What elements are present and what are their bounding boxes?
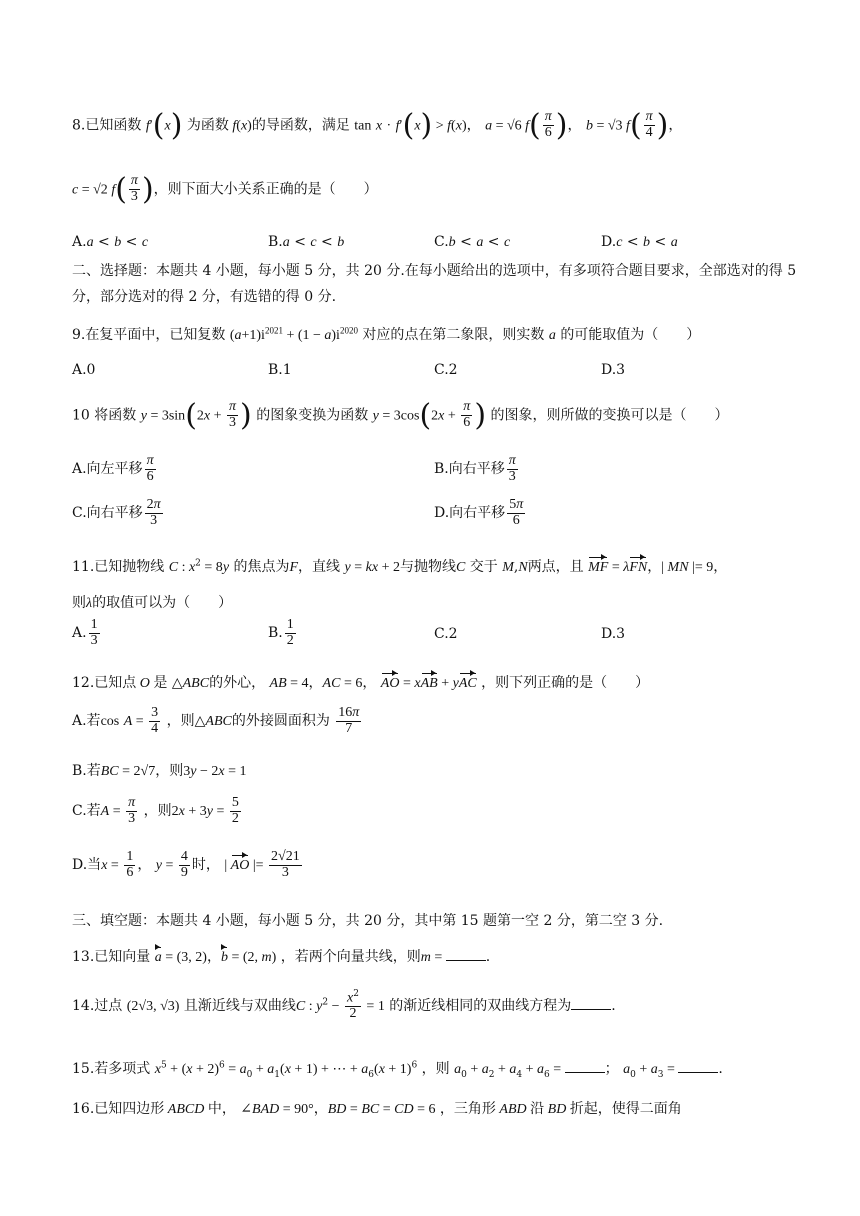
q14-answer-blank[interactable]: [571, 995, 611, 1010]
q10-option-b[interactable]: B.向右平移 $\frac{\pi}{3}$: [434, 453, 516, 484]
question-9: 9.在复平面中，已知复数 $(a+1)i^{2021} + (1 - a)i^{2020}$ 对应的点在第二象限，则实数 a 的可能取值为（ ）: [72, 325, 701, 343]
question-8: 8.已知函数 f′(x) 为函数 f(x)的导函数，满足 tan x · f′(x) > f(x)， a = √6 f( $\frac{\pi}{6}$ )， b = √3 f( $\frac{\pi}{4}$ )，: [72, 108, 683, 143]
q11-option-d[interactable]: D.3: [601, 626, 626, 642]
section-2-heading: 二、选择题：本题共 4 小题，每小题 5 分，共 20 分.在每小题给出的选项中，有多项符合题目要求，全部选对的得 5 分，部分选对的得 2 分，有选错的得 0 分.: [72, 263, 797, 305]
question-8-line2: c = √2 f( $\frac{\pi}{3}$ )，则下面大小关系正确的是（ ）: [72, 172, 378, 207]
q10-option-c[interactable]: C.向右平移 $\frac{2\pi}{3}$: [72, 497, 161, 528]
q15-answer-blank-1[interactable]: [565, 1058, 605, 1073]
q9-option-b[interactable]: B.1: [268, 362, 292, 378]
q8-option-c[interactable]: C.b < a < c: [434, 234, 511, 250]
q12-option-c[interactable]: C.若A = $\frac{\pi}{3}$ ，则2x + 3y = $\frac{5}{2}$: [72, 795, 239, 826]
q8-option-a[interactable]: A.a < b < c: [72, 234, 149, 250]
question-12: 12.已知点 O 是 △ABC的外心， AB = 4，AC = 6， AO = xAB + yAC ，则下列正确的是（ ）: [72, 675, 650, 691]
q13-answer-blank[interactable]: [446, 946, 486, 961]
question-13: 13.已知向量 a = (3, 2)，b = (2, m) ，若两个向量共线，则m = .: [72, 946, 800, 966]
q11-option-a[interactable]: A. $\frac{1}{3}$: [72, 617, 98, 648]
q9-option-c[interactable]: C.2: [434, 362, 458, 378]
q12-option-a[interactable]: A.若cos A = $\frac{3}{4}$ ，则△ABC的外接圆面积为 $\frac{16\pi}{7}$: [72, 705, 360, 736]
q11-option-c[interactable]: C.2: [434, 626, 458, 642]
q11-option-b[interactable]: B. $\frac{1}{2}$: [268, 617, 294, 648]
question-15: 15.若多项式 $x^5 + (x + 2)^6 = a_0 + a_1(x + 1)$ + ⋯ + $a_6(x + 1)^6$ ，则 $a_0 + a_2 + a_4 + a_6$ = ； $a_0 + a_3$ = .: [72, 1058, 800, 1080]
question-11-line2: 则λ的取值可以为（ ）: [72, 595, 233, 611]
question-11: 11.已知抛物线 C : $x^2 = 8y$ 的焦点为F，直线 y = kx + 2与抛物线C 交于 M,N两点，且 MF = λFN，| MN |= 9，: [72, 558, 728, 575]
q9-option-a[interactable]: A.0: [72, 362, 96, 378]
q12-option-d[interactable]: D.当x = $\frac{1}{6}$ ， y = $\frac{4}{9}$ 时， | AO |= $\frac{2√21}{3}$: [72, 849, 300, 880]
q9-option-d[interactable]: D.3: [601, 362, 626, 378]
section-3-heading: 三、填空题：本题共 4 小题，每小题 5 分，共 20 分，其中第 15 题第一空 2 分，第二空 3 分.: [72, 913, 664, 929]
question-10: 10 将函数 y = 3sin(2x + $\frac{\pi}{3}$ ) 的图象变换为函数 y = 3cos(2x + $\frac{\pi}{6}$ ) 的图象，则所做的变换可以是（ ）: [72, 398, 729, 433]
q8-option-d[interactable]: D.c < b < a: [601, 234, 678, 250]
q8-option-b[interactable]: B.a < c < b: [268, 234, 345, 250]
q10-option-d[interactable]: D.向右平移 $\frac{5\pi}{6}$: [434, 497, 524, 528]
q10-option-a[interactable]: A.向左平移 $\frac{\pi}{6}$: [72, 453, 154, 484]
question-14: 14.过点 (2√3, √3) 且渐近线与双曲线C : $y^2$ − $\frac{x^2}{2}$ = 1 的渐近线相同的双曲线方程为 .: [72, 989, 616, 1022]
question-16: 16.已知四边形 ABCD 中， ∠BAD = 90°，BD = BC = CD = 6 ，三角形 ABD 沿 BD 折起，使得二面角: [72, 1101, 682, 1117]
q15-answer-blank-2[interactable]: [678, 1058, 718, 1073]
q12-option-b[interactable]: B.若BC = 2√7，则3y − 2x = 1: [72, 763, 247, 779]
